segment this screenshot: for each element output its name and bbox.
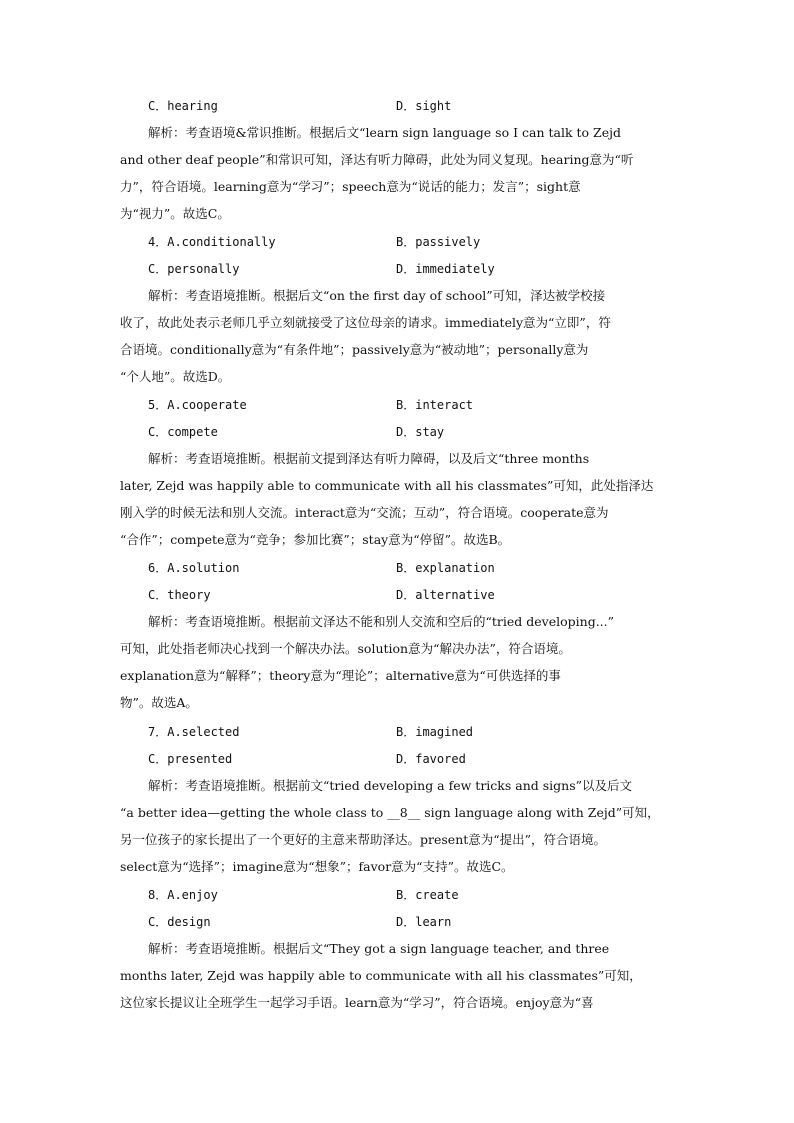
q6-explanation-line: explanation意为“解释”；theory意为“理论”；alternative意为“可供选择的事 xyxy=(120,668,561,683)
q7-explanation-line: “a better idea—getting the whole class to __8__ sign language along with Zejd”可知， xyxy=(120,805,660,820)
q4-option-d: D．immediately xyxy=(396,262,495,276)
q8-explanation-line: months later, Zejd was happily able to communicate with all his classmates”可知， xyxy=(120,968,642,983)
q3-explanation-line: 力”，符合语境。learning意为“学习”；speech意为“说话的能力；发言”；sight意 xyxy=(120,179,581,194)
q5-option-d: D．stay xyxy=(396,425,445,439)
q3-option-d: D．sight xyxy=(396,99,452,113)
q3-option-c: C．hearing xyxy=(148,99,218,113)
q4-option-c: C．personally xyxy=(148,262,240,276)
q7-option-c: C．presented xyxy=(148,752,233,766)
q5-option-a: 5．A.cooperate xyxy=(148,398,247,412)
q4-explanation-line: 合语境。conditionally意为“有条件地”；passively意为“被动地”；personally意为 xyxy=(120,342,589,357)
q7-option-d: D．favored xyxy=(396,752,466,766)
q5-option-c: C．compete xyxy=(148,425,218,439)
q5-explanation-line: later, Zejd was happily able to communicate with all his classmates”可知，此处指泽达 xyxy=(120,478,654,493)
q8-explanation-line: 解析：考查语境推断。根据后文“They got a sign language teacher, and three xyxy=(148,941,610,956)
q7-explanation-line: select意为“选择”；imagine意为“想象”；favor意为“支持”。故选C。 xyxy=(120,859,514,874)
q6-option-a: 6．A.solution xyxy=(148,561,240,575)
q5-option-b: B．interact xyxy=(396,398,474,412)
q3-explanation-line: and other deaf people”和常识可知，泽达有听力障碍，此处为同义复现。hearing意为“听 xyxy=(120,152,634,167)
q6-explanation-line: 可知，此处指老师决心找到一个解决办法。solution意为“解决办法”，符合语境。 xyxy=(120,641,571,656)
q4-explanation-line: “个人地”。故选D。 xyxy=(120,369,231,384)
q8-explanation-line: 这位家长提议让全班学生一起学习手语。learn意为“学习”，符合语境。enjoy意为“喜 xyxy=(120,995,594,1010)
q8-option-d: D．learn xyxy=(396,915,452,929)
q7-option-b: B．imagined xyxy=(396,725,474,739)
q5-explanation-line: 刚入学的时候无法和别人交流。interact意为“交流；互动”，符合语境。cooperate意为 xyxy=(120,505,609,520)
q6-option-c: C．theory xyxy=(148,588,211,602)
q4-explanation-line: 解析：考查语境推断。根据后文“on the first day of school”可知，泽达被学校接 xyxy=(148,288,606,303)
q6-explanation-line: 物”。故选A。 xyxy=(120,695,198,710)
q5-explanation-line: “合作”；compete意为“竞争；参加比赛”；stay意为“停留”。故选B。 xyxy=(120,532,511,547)
q3-explanation-line: 为“视力”。故选C。 xyxy=(120,206,230,221)
q6-option-b: B．explanation xyxy=(396,561,495,575)
q5-explanation-line: 解析：考查语境推断。根据前文提到泽达有听力障碍，以及后文“three months xyxy=(148,451,590,466)
q6-option-d: D．alternative xyxy=(396,588,495,602)
q7-explanation-line: 另一位孩子的家长提出了一个更好的主意来帮助泽达。present意为“提出”，符合语境。 xyxy=(120,832,607,847)
q4-explanation-line: 收了，故此处表示老师几乎立刻就接受了这位母亲的请求。immediately意为“立即”，符 xyxy=(120,315,611,330)
q6-explanation-line: 解析：考查语境推断。根据前文泽达不能和别人交流和空后的“tried developing...” xyxy=(148,614,615,629)
q7-explanation-line: 解析：考查语境推断。根据前文“tried developing a few tricks and signs”以及后文 xyxy=(148,778,632,793)
q8-option-a: 8．A.enjoy xyxy=(148,888,218,902)
q3-explanation-line: 解析：考查语境&常识推断。根据后文“learn sign language so I can talk to Zejd xyxy=(148,125,621,140)
q4-option-a: 4．A.conditionally xyxy=(148,235,276,249)
q8-option-c: C．design xyxy=(148,915,211,929)
q7-option-a: 7．A.selected xyxy=(148,725,240,739)
q8-option-b: B．create xyxy=(396,888,459,902)
q4-option-b: B．passively xyxy=(396,235,481,249)
